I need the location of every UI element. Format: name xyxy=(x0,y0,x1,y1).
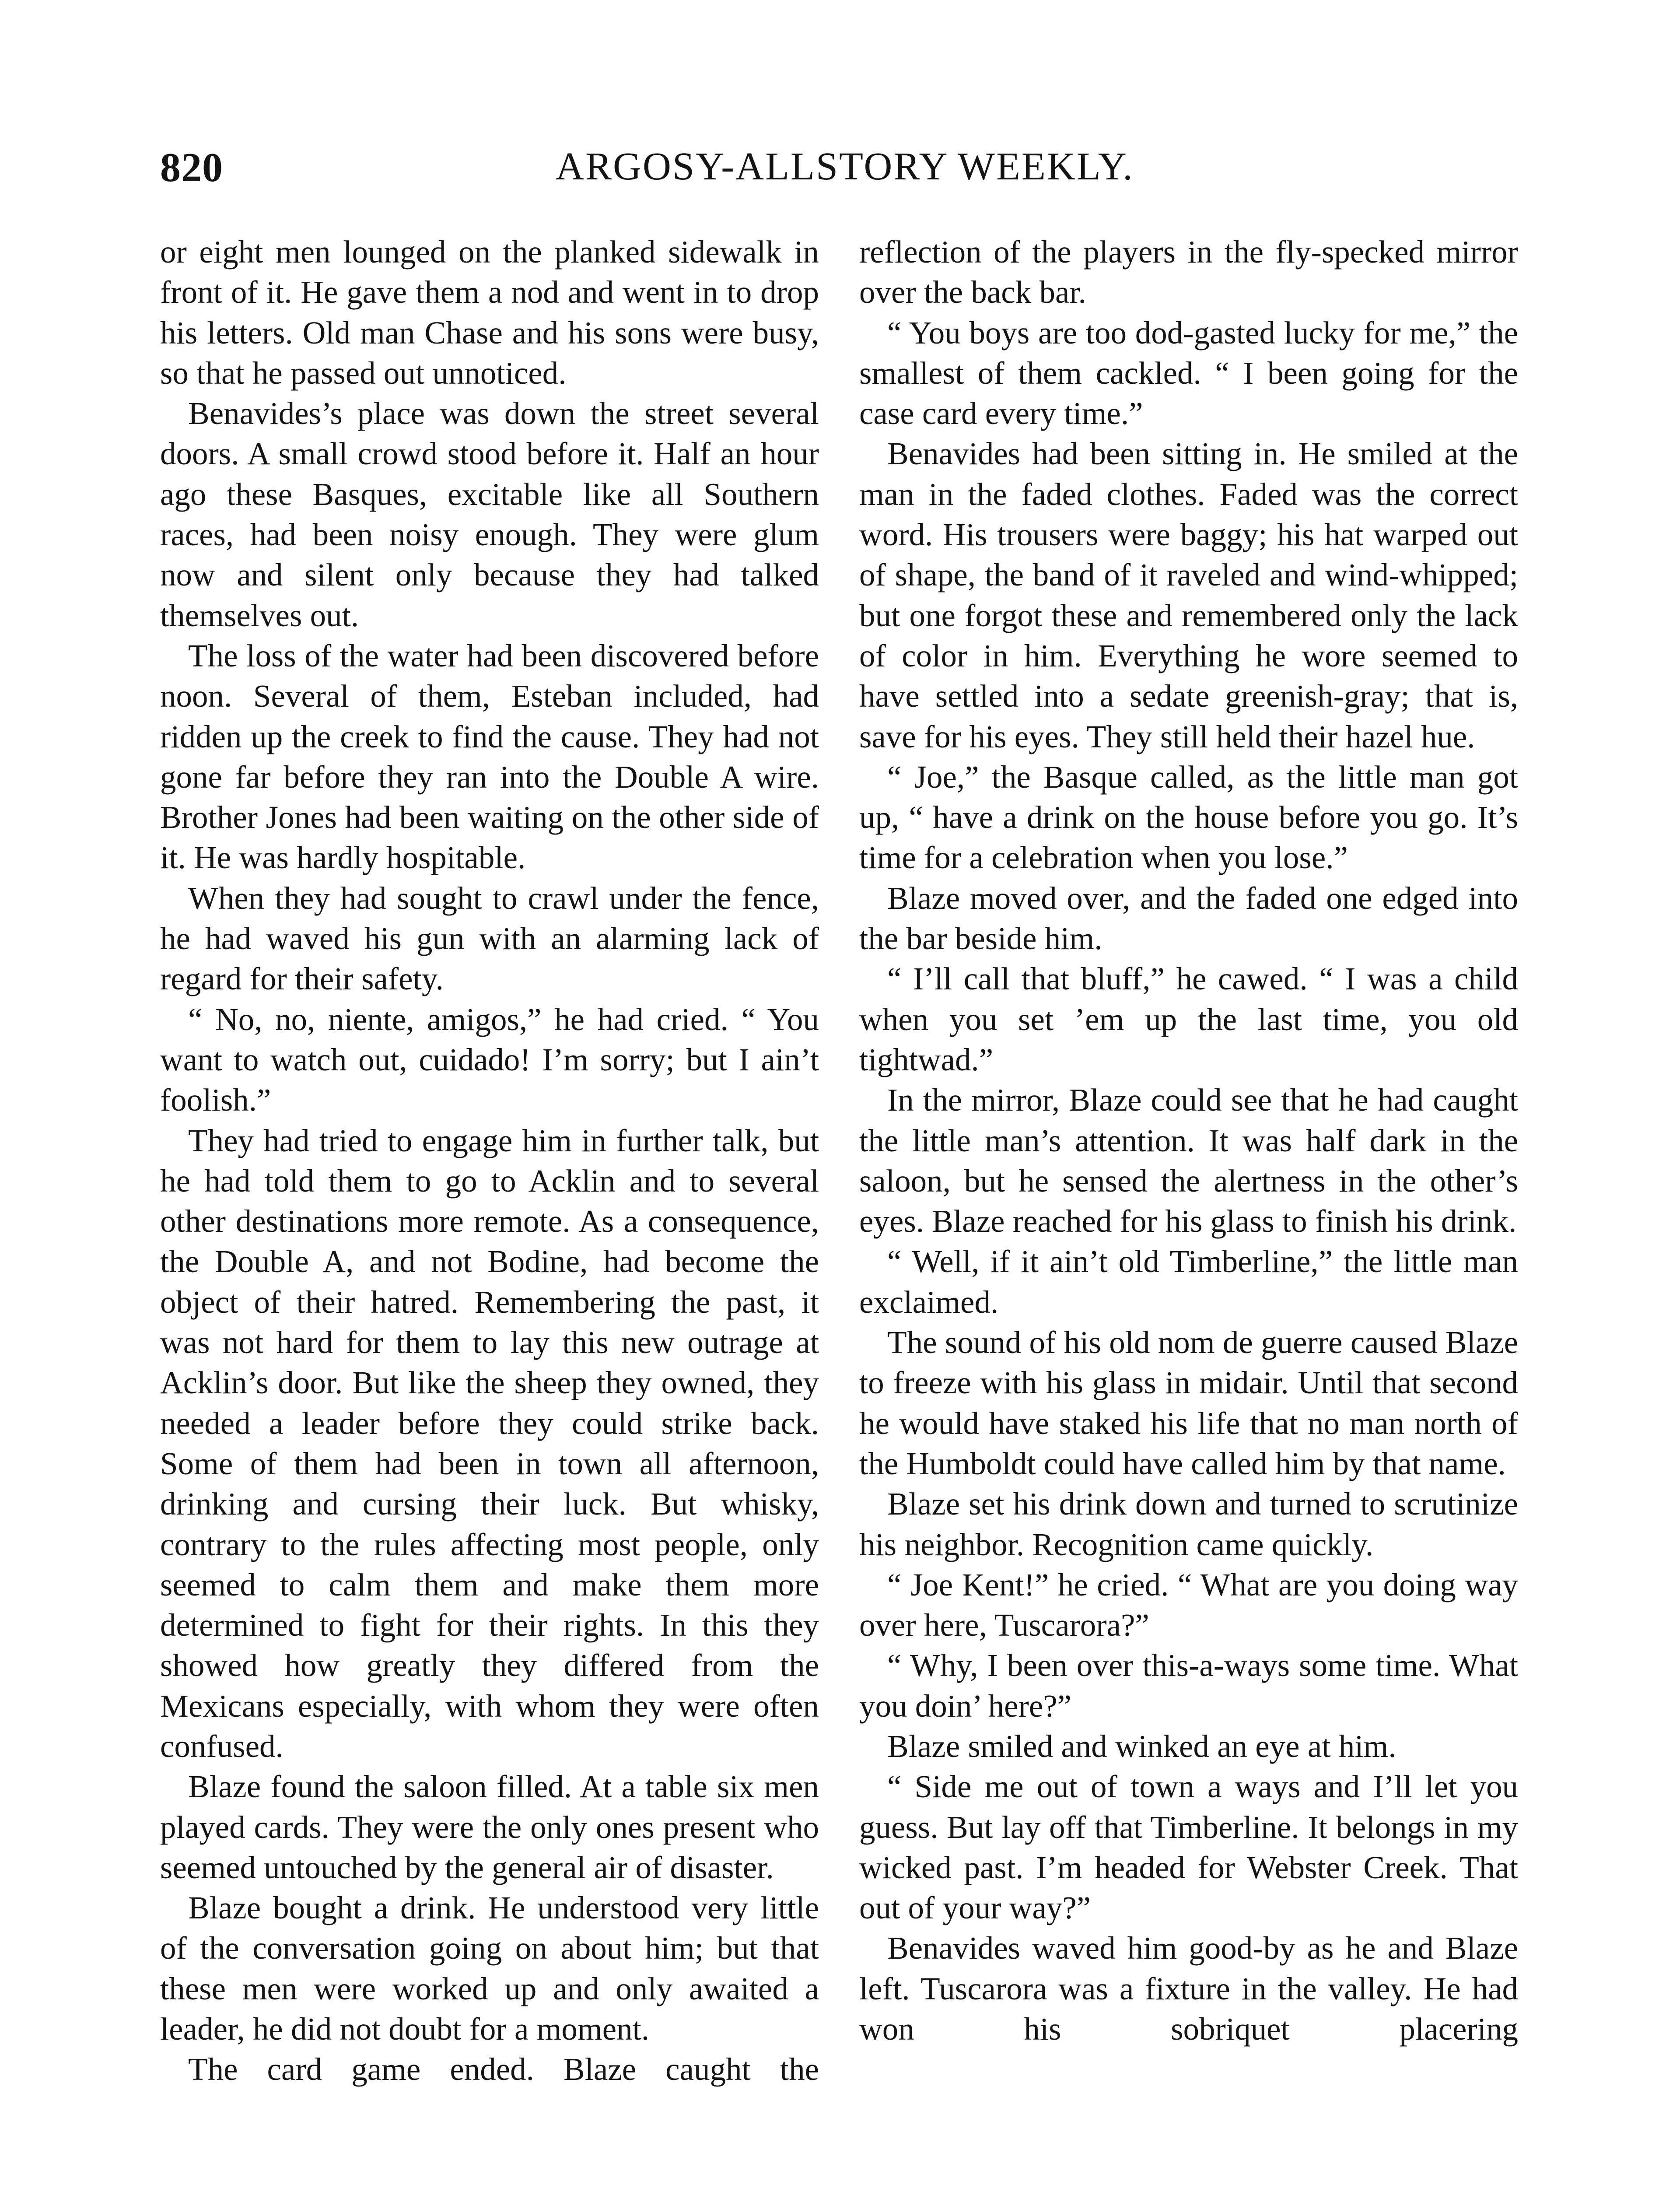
paragraph: Benavides waved him good-by as he and Blaze left. Tuscarora was a fixture in the valley. He had won his sobriquet placering xyxy=(859,1930,1518,2047)
paragraph: “ I’ll call that bluff,” he cawed. “ I was a child when you set ’em up the last time, you old tightwad.” xyxy=(859,961,1518,1077)
paragraph: “ Why, I been over this-a-ways some time. What you doin’ here?” xyxy=(859,1648,1518,1724)
paragraph: In the mirror, Blaze could see that he had caught the little man’s attention. It was half dark in the saloon, but he sensed the alertness in the other’s eyes. Blaze reached for his glass to finish his drink. xyxy=(859,1082,1518,1239)
paragraph: or eight men lounged on the planked sidewalk in front of it. He gave them a nod and went in to drop his letters. Old man Chase and his sons were busy, so that he passed out unnoticed. xyxy=(160,234,819,391)
paragraph: When they had sought to crawl under the fence, he had waved his gun with an alarming lack of regard for their safety. xyxy=(160,880,819,997)
paragraph: Blaze bought a drink. He understood very little of the conversation going on about him; but that these men were worked up and only awaited a leader, he did not doubt for a moment. xyxy=(160,1890,819,2047)
paragraph: They had tried to engage him in further talk, but he had told them to go to Acklin and to several other destinations more remote. As a consequence, the Double A, and not Bodine, had become the object of their hatred. Remembering the past, it was not hard for them to lay this new outrage at Acklin’s door. But like the sheep they owned, they needed a leader before they could strike back. Some of them had been in town all afternoon, drinking and cursing their luck. But whisky, contrary to the rules affecting most people, only seemed to calm them and make them more determined to fight for their rights. In this they showed how greatly they differed from the Mexicans especially, with whom they were often confused. xyxy=(160,1122,819,1764)
paragraph: “ No, no, niente, amigos,” he had cried. “ You want to watch out, cuidado! I’m sorry; but I ain’t foolish.” xyxy=(160,1001,819,1118)
paragraph: reflection of the players in the fly-specked mirror over the back bar. xyxy=(859,234,1518,310)
paragraph: Blaze smiled and winked an eye at him. xyxy=(887,1728,1396,1764)
paragraph: “ Well, if it ain’t old Timberline,” the little man exclaimed. xyxy=(859,1244,1518,1320)
paragraph: Blaze moved over, and the faded one edged into the bar beside him. xyxy=(859,880,1518,957)
paragraph: “ Side me out of town a ways and I’ll let you guess. But lay off that Timberline. It belongs in my wicked past. I’m headed for Webster Creek. That out of your way?” xyxy=(859,1769,1518,1926)
page-number: 820 xyxy=(160,145,223,190)
paragraph: “ You boys are too dod-gasted lucky for me,” the smallest of them cackled. “ I been going for the case card every time.” xyxy=(859,315,1518,431)
running-head: ARGOSY-ALLSTORY WEEKLY. xyxy=(556,145,1134,188)
paragraph: The loss of the water had been discovered before noon. Several of them, Esteban included, had ridden up the creek to find the cause. They had not gone far before they ran into the Double A wire. Brother Jones had been waiting on the other side of it. He was hardly hospitable. xyxy=(160,638,819,876)
left-column xyxy=(160,232,819,2090)
paragraph: The sound of his old nom de guerre caused Blaze to freeze with his glass in midair. Until that second he would have staked his life that no man north of the Humboldt could have called him by that name. xyxy=(859,1325,1518,1481)
right-column xyxy=(859,232,1518,2049)
paragraph: Blaze set his drink down and turned to scrutinize his neighbor. Recognition came quickly. xyxy=(859,1486,1518,1562)
paragraph: “ Joe Kent!” he cried. “ What are you doing way over here, Tuscarora?” xyxy=(859,1567,1518,1643)
paragraph: The card game ended. Blaze caught the xyxy=(188,2051,819,2087)
paragraph: Benavides’s place was down the street several doors. A small crowd stood before it. Half an hour ago these Basques, excitable like all Southern races, had been noisy enough. They were glum now and silent only because they had talked themselves out. xyxy=(160,396,819,633)
paragraph: “ Joe,” the Basque called, as the little man got up, “ have a drink on the house before you go. It’s time for a celebration when you lose.” xyxy=(859,759,1518,876)
paragraph: Benavides had been sitting in. He smiled at the man in the faded clothes. Faded was the correct word. His trousers were baggy; his hat warped out of shape, the band of it raveled and wind-whipped; but one forgot these and remembered only the lack of color in him. Everything he wore seemed to have settled into a sedate greenish-gray; that is, save for his eyes. They still held their hazel hue. xyxy=(859,436,1518,754)
paragraph: Blaze found the saloon filled. At a table six men played cards. They were the only ones present who seemed untouched by the general air of disaster. xyxy=(160,1769,819,1885)
